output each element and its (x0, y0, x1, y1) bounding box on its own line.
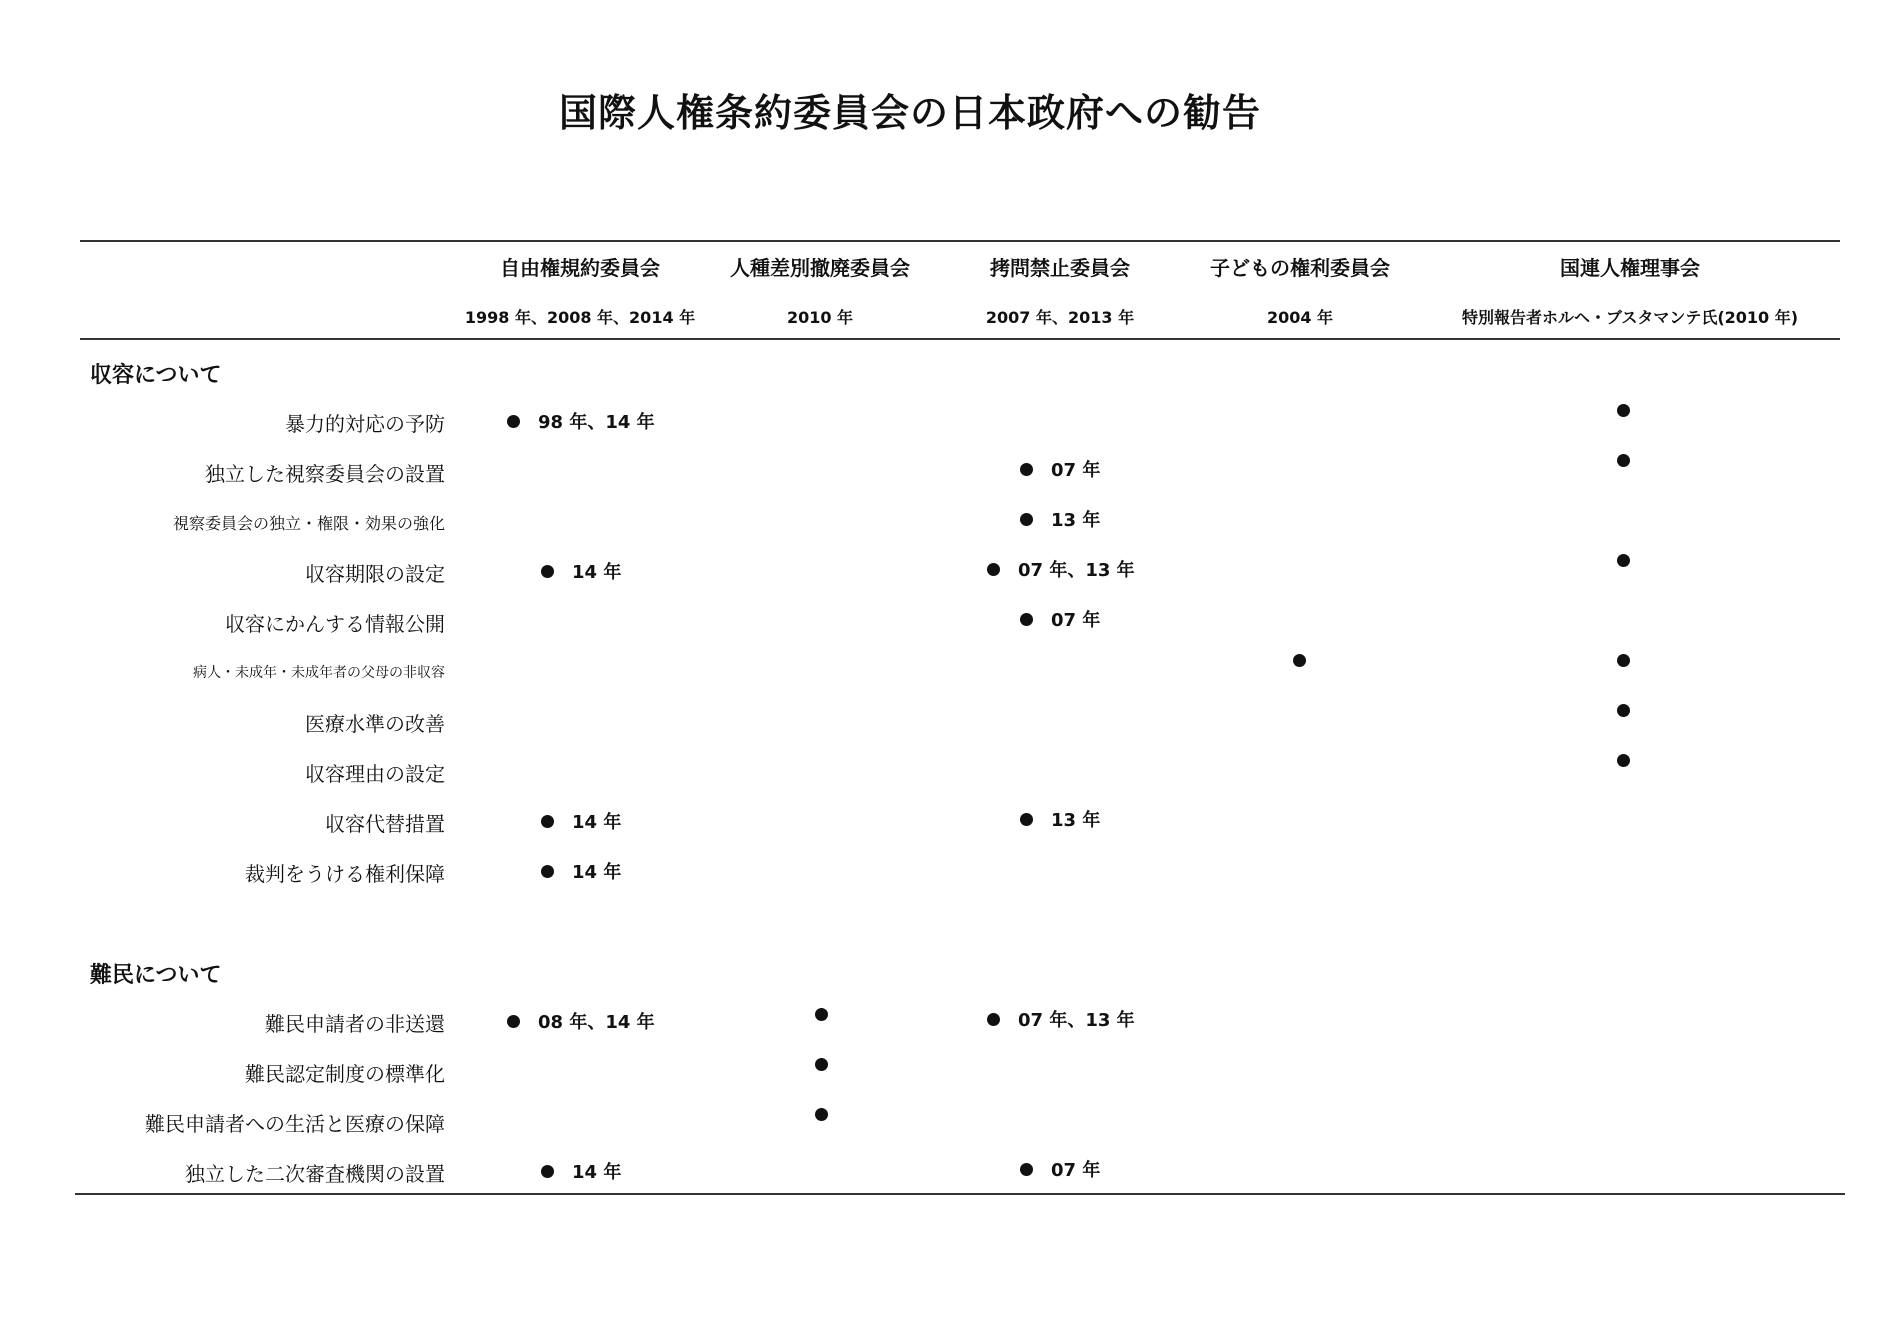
bullet-dot-icon (541, 865, 554, 878)
row-label: 難民申請者の非送還 (265, 1012, 445, 1036)
bullet-dot-icon (1293, 654, 1306, 667)
bullet-dot-icon (541, 565, 554, 578)
recommendation-mark (987, 1006, 1135, 1032)
column-years-cerd: 2010 年 (786, 308, 854, 327)
row-label: 視察委員会の独立・権限・効果の強化 (172, 514, 445, 533)
bullet-dot-icon (815, 1058, 828, 1071)
bullet-dot-icon (1020, 1163, 1033, 1176)
bullet-dot-icon (1020, 513, 1033, 526)
recommendation-mark (1617, 754, 1630, 767)
section-title-refugees: 難民について (90, 963, 222, 988)
recommendation-mark (1617, 554, 1630, 567)
mark-years: 14 年 (572, 1162, 622, 1183)
recommendation-mark (541, 858, 621, 884)
recommendation-mark (815, 1008, 828, 1021)
mark-years: 07 年 (1051, 1160, 1101, 1181)
recommendation-mark (507, 1008, 655, 1034)
row-label: 難民認定制度の標準化 (245, 1062, 445, 1086)
recommendation-mark (507, 408, 655, 434)
mark-years: 98 年、14 年 (538, 412, 655, 433)
table-top-rule (80, 240, 1840, 242)
page-title: 国際人権条約委員会の日本政府への勧告 (558, 91, 1261, 135)
bullet-dot-icon (815, 1008, 828, 1021)
mark-years: 07 年 (1051, 610, 1101, 631)
mark-years: 13 年 (1051, 810, 1101, 831)
bullet-dot-icon (507, 415, 520, 428)
recommendation-mark (1617, 404, 1630, 417)
table-bottom-rule (75, 1193, 1845, 1195)
recommendation-mark (815, 1108, 828, 1121)
recommendation-mark (541, 1158, 621, 1184)
bullet-dot-icon (1617, 554, 1630, 567)
recommendation-mark (1293, 654, 1306, 667)
row-label: 独立した視察委員会の設置 (205, 462, 445, 486)
recommendation-mark (815, 1058, 828, 1071)
mark-years: 14 年 (572, 812, 622, 833)
recommendation-mark (1020, 506, 1100, 532)
row-label: 収容代替措置 (325, 812, 445, 836)
bullet-dot-icon (1020, 813, 1033, 826)
row-label: 医療水準の改善 (305, 712, 445, 736)
column-years-ccpr: 1998 年、2008 年、2014 年 (464, 308, 696, 327)
recommendation-mark (1020, 806, 1100, 832)
bullet-dot-icon (1617, 704, 1630, 717)
column-years-hrc: 特別報告者ホルヘ・ブスタマンテ氏(2010 年) (1461, 308, 1799, 327)
bullet-dot-icon (1020, 463, 1033, 476)
recommendation-mark (1617, 454, 1630, 467)
recommendation-mark (1617, 704, 1630, 717)
recommendation-mark (541, 558, 621, 584)
bullet-dot-icon (541, 815, 554, 828)
mark-years: 07 年、13 年 (1018, 560, 1135, 581)
row-label: 独立した二次審査機関の設置 (185, 1162, 445, 1186)
recommendation-mark (1020, 606, 1100, 632)
bullet-dot-icon (987, 563, 1000, 576)
mark-years: 07 年、13 年 (1018, 1010, 1135, 1031)
column-years-crc: 2004 年 (1266, 308, 1334, 327)
recommendation-mark (1020, 456, 1100, 482)
bullet-dot-icon (1617, 654, 1630, 667)
bullet-dot-icon (507, 1015, 520, 1028)
mark-years: 08 年、14 年 (538, 1012, 655, 1033)
row-label: 裁判をうける権利保障 (245, 862, 445, 886)
mark-years: 14 年 (572, 562, 622, 583)
mark-years: 14 年 (572, 862, 622, 883)
bullet-dot-icon (1617, 454, 1630, 467)
column-header-crc: 子どもの権利委員会 (1210, 256, 1390, 280)
mark-years: 13 年 (1051, 510, 1101, 531)
row-label: 難民申請者への生活と医療の保障 (145, 1112, 445, 1136)
section-title-detention: 収容について (90, 363, 222, 388)
bullet-dot-icon (541, 1165, 554, 1178)
bullet-dot-icon (1617, 404, 1630, 417)
column-years-cat: 2007 年、2013 年 (985, 308, 1135, 327)
recommendation-mark (1020, 1156, 1100, 1182)
table-header-rule (80, 338, 1840, 340)
column-header-cat: 拷問禁止委員会 (990, 256, 1130, 280)
recommendation-mark (987, 556, 1135, 582)
row-label: 収容期限の設定 (305, 562, 445, 586)
bullet-dot-icon (1020, 613, 1033, 626)
mark-years: 07 年 (1051, 460, 1101, 481)
row-label: 収容にかんする情報公開 (225, 612, 445, 636)
row-label: 病人・未成年・未成年者の父母の非収容 (193, 665, 445, 681)
bullet-dot-icon (1617, 754, 1630, 767)
column-header-cerd: 人種差別撤廃委員会 (730, 256, 910, 280)
column-header-hrc: 国連人権理事会 (1560, 256, 1700, 280)
row-label: 暴力的対応の予防 (285, 412, 445, 436)
column-header-ccpr: 自由権規約委員会 (500, 256, 660, 280)
row-label: 収容理由の設定 (305, 762, 445, 786)
bullet-dot-icon (815, 1108, 828, 1121)
recommendation-mark (1617, 654, 1630, 667)
bullet-dot-icon (987, 1013, 1000, 1026)
recommendation-mark (541, 808, 621, 834)
